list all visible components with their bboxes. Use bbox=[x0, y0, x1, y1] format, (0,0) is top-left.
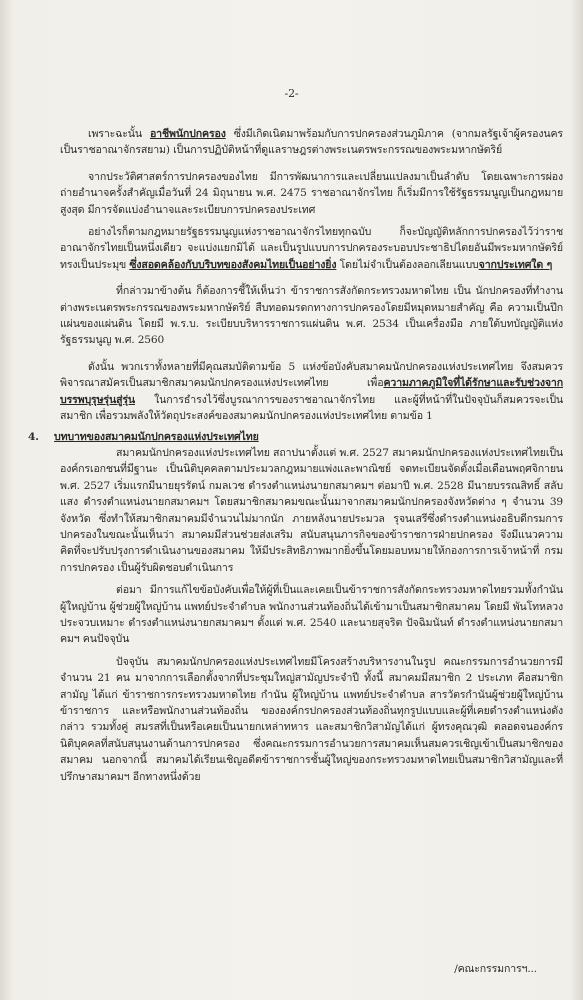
section-title: บทบาทของสมาคมนักปกครองแห่งประเทศไทย bbox=[54, 430, 259, 443]
p1-text-pre: เพราะฉะนั้น bbox=[88, 128, 150, 140]
p5-text-pre: ดังนั้น พวกเราทั้งหลายที่มีคุณสมบัติตามข้อ 5 แห่งข้อบังคับสมาคมนักปกครองแห่งประเทศไทย จึงสมควรพิจารณาสมัครเป็นสมาชิกสมาคมนักปกครองแห่งประเทศไทย เพื่อ bbox=[60, 360, 563, 390]
paragraph-7: ต่อมา มีการแก้ไขข้อบังคับเพื่อให้ผู้ที่เป็นและเคยเป็นข้าราชการสังกัดกระทรวงมหาดไทยรวมทั้งกำนัน ผู้ใหญ่บ้าน ผู้ช่วยผู้ใหญ่บ้าน แพทย์ประจำตำบล พนักงานส่วนท้องถิ่นได้เข้ามาเป็นสมาชิกสมาคม โดยมี พันโทหลวง ประจวบเหมาะ ดำรงตำแหน่งนายกสมาคมฯ ตั้งแต่ พ.ศ. 2540 และนายสุจริต ปัจฉิมนันท์ ดำรงตำแหน่งนายกสมาคมฯ คนปัจจุบัน bbox=[60, 584, 563, 646]
document-body bbox=[28, 126, 563, 785]
p3-emphasis: ซึ่งสอดคล้องกับบริบทของสังคมไทยเป็นอย่างยิ่ง bbox=[129, 258, 337, 271]
p1-text-post: ซึ่งมีเกิดเนิดมาพร้อมกับการปกครองส่วนภูมิภาค (จากมลรัฐเจ้าผู้ครองนครเป็นราชอาณาจักรสยาม) เป็นการปฏิบัติหน้าที่ดูแลราษฎรต่างพระเนตรพระกรรณของพระมหากษัตริย์ bbox=[60, 128, 563, 157]
p1-emphasis: อาชีพนักปกครอง bbox=[149, 128, 226, 140]
paragraph-1 bbox=[60, 126, 563, 159]
p5-text-post: ในการธำรงไว้ซึ่งบูรณาการของราชอาณาจักรไทย และผู้ที่หน้าที่ในปัจจุบันก็สมควรจะเป็นสมาชิก เพื่อรวมพลังให้วัตถุประสงค์ของสมาคมนักปกครองแห่งประเทศไทย ตามข้อ 1 bbox=[60, 393, 563, 423]
paragraph-2: จากประวัติศาสตร์การปกครองของไทย มีการพัฒนาการและเปลี่ยนแปลงมาเป็นลำดับ โดยเฉพาะการผ่องถ่ายอำนาจครั้งสำคัญเมื่อวันที่ 24 มิถุนายน พ.ศ. 2475 ราชอาณาจักรไทย ก็เริ่มมีการใช้รัฐธรรมนูญเป็นกฎหมายสูงสุด มีการจัดแบ่งอำนาจและระเบียบการปกครองประเทศ bbox=[60, 170, 563, 216]
p5-emphasis: ความภาคภูมิใจที่ได้รักษาและรับช่วงจากบรรพบุรุษรุ่นสู่รุ่น bbox=[60, 377, 563, 406]
continuation-note: /คณะกรรมการฯ... bbox=[454, 963, 537, 975]
page-number: -2- bbox=[284, 87, 299, 100]
p3-text-mid: โดยไม่จำเป็นต้องลอกเลียนแบบ bbox=[336, 258, 479, 271]
section-heading bbox=[28, 429, 563, 445]
p3-emphasis-2: จากประเทศใด ๆ bbox=[478, 258, 553, 271]
paragraph-5 bbox=[60, 359, 563, 425]
section-number: 4. bbox=[28, 430, 39, 443]
paragraph-8: ปัจจุบัน สมาคมนักปกครองแห่งประเทศไทยมีโครงสร้างบริหารงานในรูป คณะกรรมการอำนวยการมีจำนวน 21 คน มาจากการเลือกตั้งจากที่ประชุมใหญ่สามัญประจำปี ทั้งนี้ สมาคมมีสมาชิก 2 ประเภท คือสมาชิกสามัญ ได้แก่ ข้าราชการกระทรวงมหาดไทย กำนัน ผู้ใหญ่บ้าน แพทย์ประจำตำบล สารวัตรกำนันผู้ช่วยผู้ใหญ่บ้าน ข้าราชการ และหรือพนักงานส่วนท้องถิ่น ขององค์กรปกครองส่วนท้องถิ่นทุกรูปแบบและผู้ที่เคยดำรงตำแหน่งดังกล่าว รวมทั้งคู่ สมรสที่เป็นหรือเคยเป็นนายกเหล่าทหาร และสมาชิกวิสามัญได้แก่ ผู้ทรงคุณวุฒิ ตลอดจนองค์กร นิติบุคคลที่สนับสนุนงานด้านการปกครอง ซึ่งคณะกรรมการอำนวยการสมาคมเห็นสมควรเชิญเข้าเป็นสมาชิกของสมาคม นอกจากนี้ สมาคมได้เรียนเชิญอดีตข้าราชการชั้นผู้ใหญ่ของกระทรวงมหาดไทยเป็นสมาชิกวิสามัญและที่ปรึกษาสมาคมฯ อีกทางหนึ่งด้วย bbox=[60, 655, 563, 783]
paragraph-3 bbox=[60, 224, 563, 273]
p3-text-pre: อย่างไรก็ตามกฎหมายรัฐธรรมนูญแห่งราชอาณาจักรไทยทุกฉบับ ก็จะบัญญัติหลักการปกครองไว้ว่าราชอาณาจักรไทยเป็นหนึ่งเดียว จะแบ่งแยกมิได้ และเป็นรูปแบบการปกครองระบอบประชาธิปไตยอันมีพระมหากษัตริย์ทรงเป็นประมุข bbox=[60, 226, 563, 271]
paragraph-4: ที่กล่าวมาข้างต้น ก็ต้องการชี้ให้เห็นว่า ข้าราชการสังกัดกระทรวงมหาดไทย เป็น นักปกครองที่ทำงานต่างพระเนตรพระกรรณของพระมหากษัตริย์ สืบทอดมรดกทางการปกครองโดยมีหมุดหมายสำคัญ คือ ความเป็นปึกแผ่นของแผ่นดิน โดยมี พ.ร.บ. ระเบียบบริหารราชการแผ่นดิน พ.ศ. 2534 เป็นเครื่องมือ ภายใต้บทบัญญัติแห่งรัฐธรรมนูญ พ.ศ. 2560 bbox=[60, 285, 563, 347]
paragraph-6: สมาคมนักปกครองแห่งประเทศไทย สถาปนาตั้งแต่ พ.ศ. 2527 สมาคมนักปกครองแห่งประเทศไทยเป็นองค์กรเอกชนที่มีฐานะ เป็นนิติบุคคลตามประมวลกฎหมายแพ่งและพาณิชย์ จดทะเบียนจัดตั้งเมื่อเดือนพฤศจิกายน พ.ศ. 2527 เริ่มแรกมีนายยุรรัตน์ กมลเวช ดำรงตำแหน่งนายกสมาคมฯ ต่อมาปี พ.ศ. 2528 มีนายบรรณสิทธิ์ สลับแสง ดำรงตำแหน่งนายกสมาคมฯ โดยสมาชิกสมาคมขณะนั้นมาจากสมาคมนักปกครองจังหวัดต่าง ๆ จำนวน 39 จังหวัด ซึ่งทำให้สมาชิกสมาคมมีจำนวนไม่มากนัก ภายหลังนายประมวล รุจนเสรีซึ่งดำรงตำแหน่งอธิบดีกรมการปกครองในขณะนั้นเห็นว่า สมาคมมีส่วนช่วยส่งเสริม สนับสนุนภารกิจของข้าราชการฝ่ายปกครอง จึงมีแนวความคิดที่จะปรับปรุงการดำเนินงานของสมาคม ให้มีประสิทธิภาพมากยิ่งขึ้นโดยมอบหมายให้กองการการเจ้าหน้าที่ กรมการปกครอง เป็นผู้รับผิดชอบดำเนินการ bbox=[60, 446, 563, 574]
